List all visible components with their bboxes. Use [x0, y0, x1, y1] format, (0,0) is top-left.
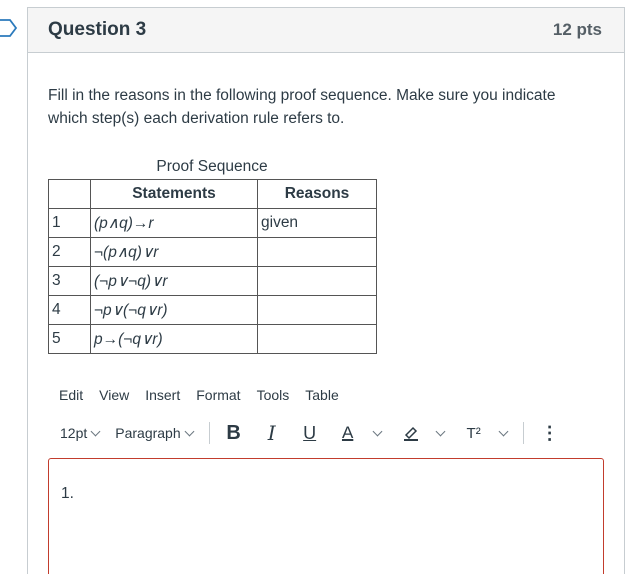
- chevron-down-icon: [91, 426, 101, 436]
- row-reason: [258, 267, 377, 296]
- question-title: Question 3: [48, 19, 147, 40]
- proof-caption: Proof Sequence: [156, 158, 268, 175]
- row-reason: [258, 325, 377, 354]
- chevron-down-icon[interactable]: [435, 426, 445, 436]
- underline-button[interactable]: U: [303, 422, 317, 443]
- menu-tools[interactable]: Tools: [256, 387, 290, 403]
- menu-format[interactable]: Format: [196, 387, 241, 403]
- text-color-button[interactable]: A: [341, 423, 354, 442]
- table-row: [49, 238, 377, 267]
- row-number: 3: [49, 267, 91, 296]
- chevron-down-icon: [184, 426, 194, 436]
- editor-toolbar: [60, 420, 576, 446]
- answer-editor[interactable]: [48, 458, 604, 574]
- row-number: 4: [49, 296, 91, 325]
- flag-question-icon[interactable]: [0, 18, 18, 38]
- header-reasons: Reasons: [258, 180, 377, 209]
- table-row: [49, 296, 377, 325]
- proof-header-row: [49, 180, 377, 209]
- row-reason: [258, 296, 377, 325]
- menu-table[interactable]: Table: [305, 387, 339, 403]
- row-statement: ¬(p∧q)∨r: [91, 238, 258, 267]
- question-text: Fill in the reasons in the following proof sequence. Make sure you indicate which step(s) each derivation rule refers to.: [48, 87, 556, 127]
- menu-view[interactable]: View: [99, 387, 130, 403]
- header-statements: Statements: [91, 180, 258, 209]
- row-reason: given: [258, 209, 377, 238]
- row-number: 5: [49, 325, 91, 354]
- italic-button[interactable]: I: [267, 421, 276, 445]
- highlighter-icon: [402, 424, 420, 442]
- menu-edit[interactable]: Edit: [59, 387, 84, 403]
- toolbar-divider: [523, 422, 524, 444]
- superscript-button[interactable]: T²: [466, 424, 481, 442]
- block-format-value: Paragraph: [115, 425, 181, 441]
- menu-insert[interactable]: Insert: [145, 387, 181, 403]
- question-card: [27, 7, 625, 574]
- font-size-value: 12pt: [60, 425, 88, 441]
- font-size-select[interactable]: [60, 425, 99, 441]
- bold-button[interactable]: B: [226, 421, 241, 444]
- row-statement: (¬p∨¬q)∨r: [91, 267, 258, 296]
- table-row: [49, 267, 377, 296]
- table-row: [49, 325, 377, 354]
- row-number: 1: [49, 209, 91, 238]
- row-reason: [258, 238, 377, 267]
- editor-menubar: [59, 385, 355, 405]
- row-statement: p→(¬q∨r): [91, 325, 258, 354]
- editor-content: 1.: [61, 485, 74, 502]
- proof-table: [48, 179, 377, 354]
- question-header: [28, 8, 624, 53]
- header-num: [49, 180, 91, 209]
- block-format-select[interactable]: [115, 425, 192, 441]
- row-statement: ¬p∨(¬q∨r): [91, 296, 258, 325]
- table-row: [49, 209, 377, 238]
- question-points: 12 pts: [552, 20, 602, 39]
- toolbar-divider: [209, 422, 210, 444]
- row-statement: (p∧q)→r: [91, 209, 258, 238]
- row-number: 2: [49, 238, 91, 267]
- chevron-down-icon[interactable]: [372, 426, 382, 436]
- more-options-icon[interactable]: ⋮: [540, 422, 559, 443]
- chevron-down-icon[interactable]: [498, 426, 508, 436]
- highlight-button[interactable]: [399, 421, 423, 445]
